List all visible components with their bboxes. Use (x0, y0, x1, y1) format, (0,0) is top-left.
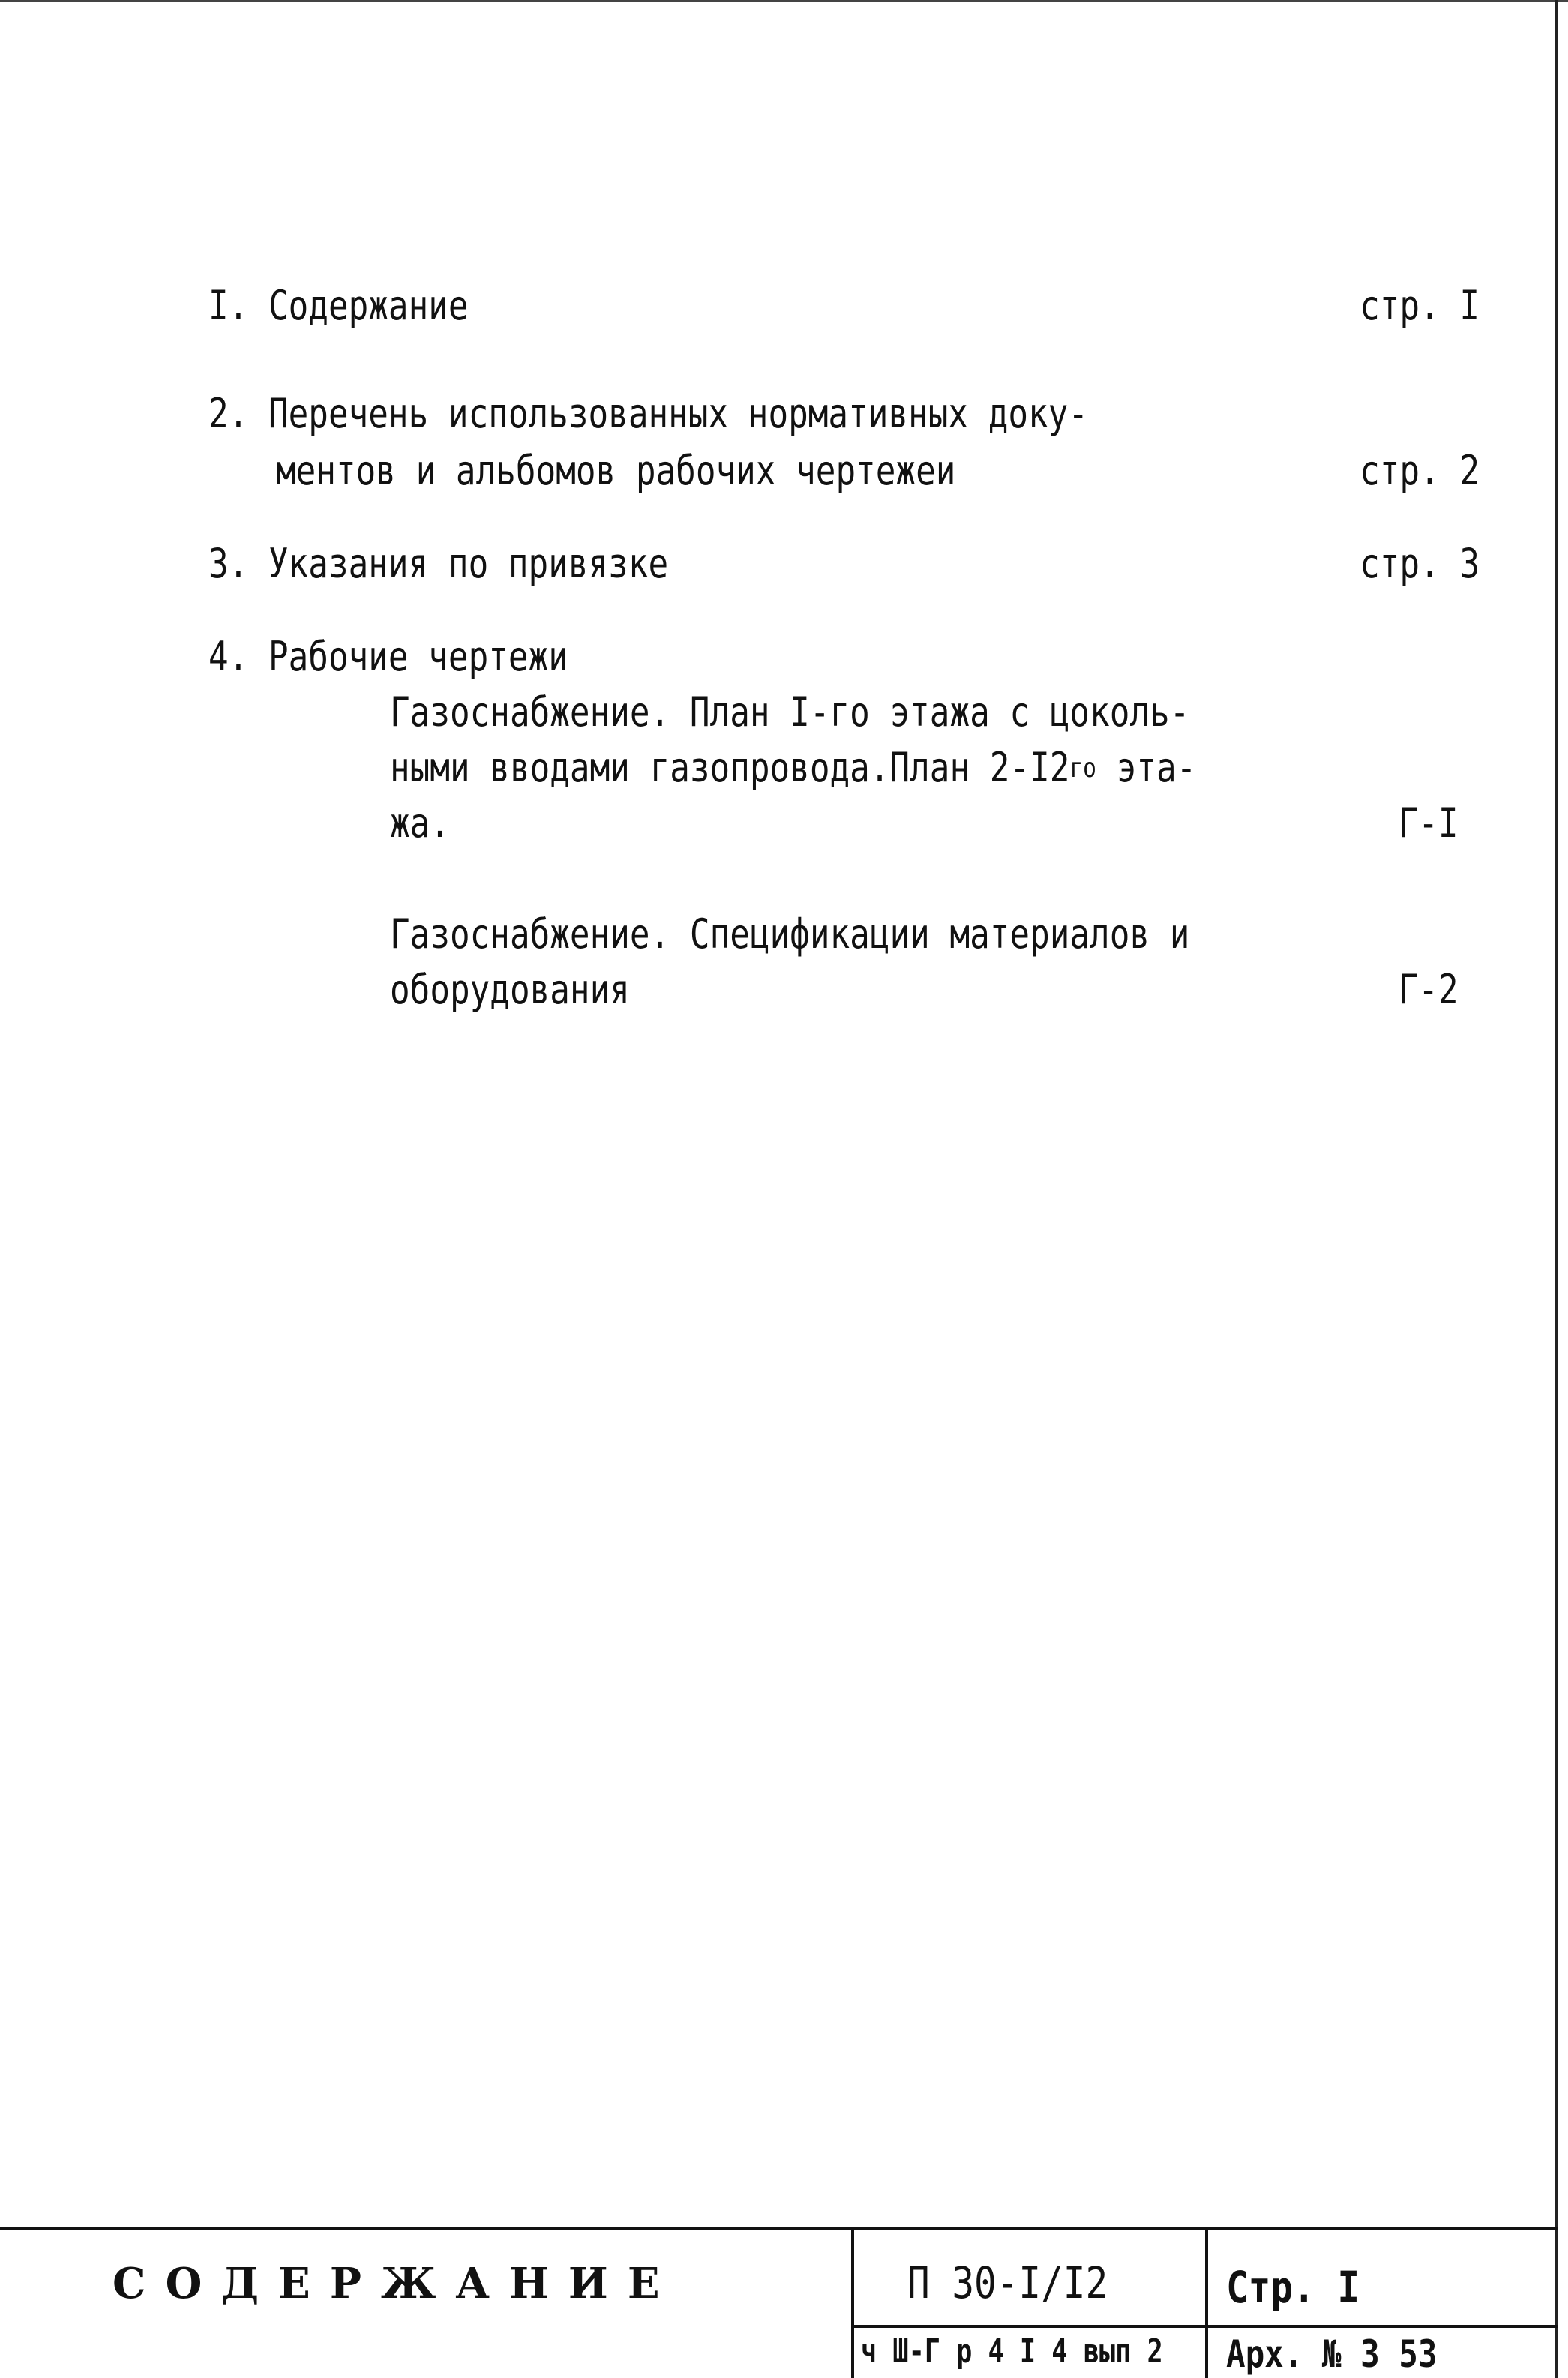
title-block-archive: Арх. № 3 53 (1226, 2332, 1438, 2376)
right-border (1555, 0, 1558, 2378)
toc-item-references-line1: 2. Перечень использованных нормативных доку- (208, 390, 1088, 437)
title-block-divider-1 (851, 2227, 854, 2378)
drawing-1-superscript: го (1069, 753, 1096, 784)
drawing-2-line1: Газоснабжение. Спецификации материалов и (390, 910, 1190, 958)
title-block-row-rule (851, 2325, 1558, 2328)
top-border (0, 0, 1568, 2)
drawing-2-line2: оборудования (390, 966, 630, 1013)
toc-item-instructions: 3. Указания по привязке (208, 540, 669, 587)
toc-item-drawings: 4. Рабочие чертежи (208, 633, 568, 680)
toc-item-references-line2: ментов и альбомов рабочих чертежеи (276, 447, 956, 494)
title-block (0, 2227, 1558, 2378)
drawing-2-sheet: Г-2 (1399, 966, 1459, 1013)
drawing-1-line2-text: ными вводами газопровода.План 2-I2 (390, 744, 1070, 791)
title-block-sheet-info: ч Ш-Г р 4 I 4 вып 2 (861, 2332, 1163, 2371)
toc-item-contents: I. Содержание (208, 282, 469, 329)
title-block-divider-2 (1205, 2227, 1208, 2378)
title-block-title: СОДЕРЖАНИЕ (112, 2259, 679, 2308)
toc-item-contents-page: стр. I (1360, 282, 1480, 329)
title-block-page: Стр. I (1226, 2262, 1360, 2313)
toc-item-instructions-page: стр. 3 (1360, 540, 1480, 587)
drawing-1-line2 (390, 745, 1196, 796)
drawing-1-line1: Газоснабжение. План I-го этажа с цоколь- (390, 688, 1190, 736)
toc-item-references-page: стр. 2 (1360, 447, 1480, 494)
title-block-top-rule (0, 2227, 1558, 2230)
drawing-1-line3: жа. (390, 799, 450, 847)
drawing-1-line2-tail: эта- (1096, 744, 1197, 791)
drawing-1-sheet: Г-I (1399, 799, 1459, 847)
title-block-code: П 30-I/I2 (907, 2257, 1108, 2308)
